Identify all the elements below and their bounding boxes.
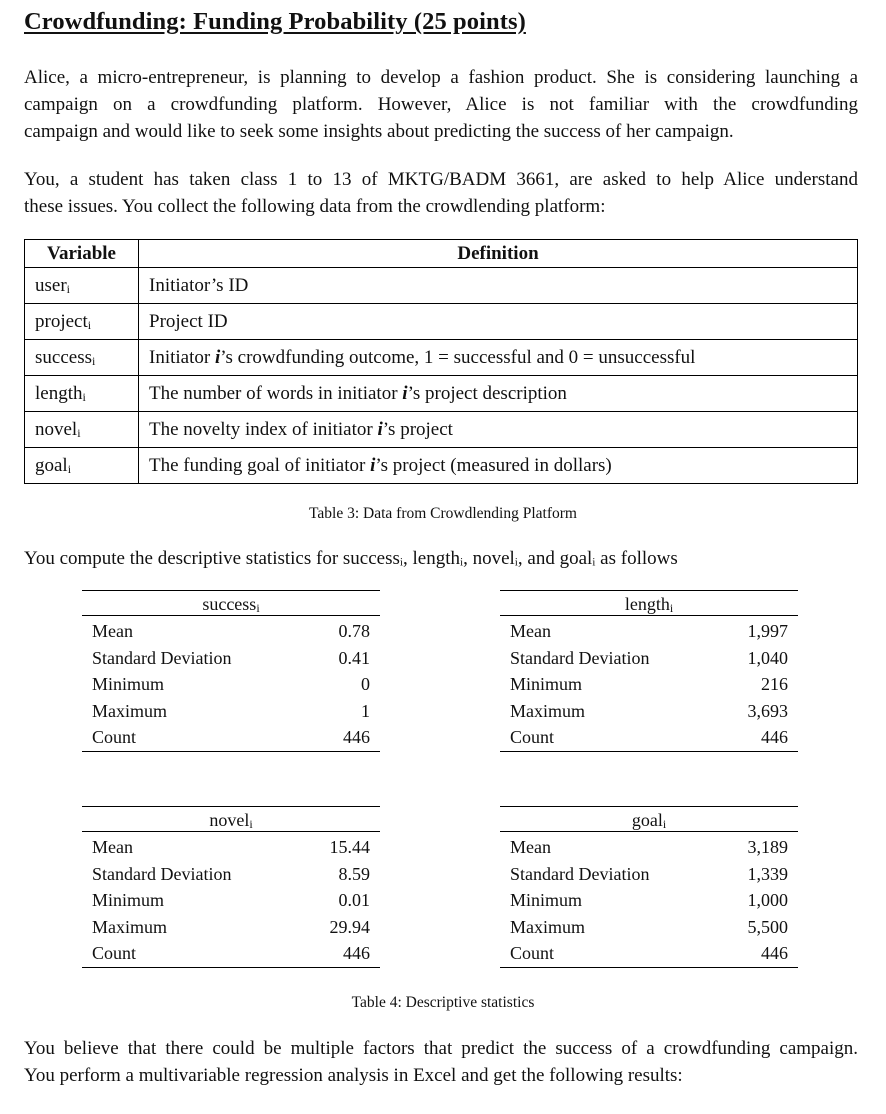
stat-value: 3,693: [747, 700, 788, 721]
variable-subscript: i: [77, 425, 81, 440]
variable-definition: [139, 304, 858, 340]
stat-value: 0.01: [338, 890, 370, 911]
stat-row: [82, 887, 380, 914]
variables-table-header: [25, 240, 858, 268]
stat-rows: [82, 616, 380, 752]
stat-value: 0.78: [338, 621, 370, 641]
stat-label: Minimum: [510, 890, 583, 911]
stat-rows: [500, 832, 798, 968]
stat-value: 446: [343, 727, 370, 748]
stat-variable-subscript: i: [256, 601, 260, 615]
stat-label: Count: [92, 943, 137, 964]
stat-header: [500, 591, 798, 616]
stats-intro: [24, 545, 858, 572]
stat-value: 1,000: [747, 890, 788, 911]
stat-label: Count: [510, 727, 555, 748]
stat-label: Minimum: [92, 890, 165, 911]
variable-definition: [139, 340, 858, 376]
closing-line-1: You believe that there could be multiple factors that predict the success of a crowdfunding campaign.: [24, 1038, 858, 1059]
table-3-caption: Table 3: Data from Crowdlending Platform: [309, 505, 577, 522]
variable-subscript: i: [66, 281, 70, 296]
header-variable: Variable: [25, 240, 139, 268]
variable-name: [25, 340, 139, 376]
stat-label: Mean: [510, 621, 551, 641]
stat-block-length: [500, 590, 798, 752]
stat-label: Standard Deviation: [510, 863, 650, 884]
stat-row: [500, 914, 798, 941]
stat-label: Maximum: [92, 700, 167, 721]
stat-row: [500, 724, 798, 751]
stat-value: 0: [361, 674, 370, 695]
stat-label: Standard Deviation: [510, 647, 650, 668]
stat-value: 29.94: [329, 916, 370, 937]
stat-block-novel: [82, 806, 380, 968]
stat-variable: novel: [209, 810, 250, 830]
stat-value: 446: [761, 943, 788, 964]
variable-definition: [139, 268, 858, 304]
intro-line-3: campaign and would like to seek some insights about predicting the success of her campaign.: [24, 121, 734, 142]
stat-label: Standard Deviation: [92, 863, 232, 884]
variable-row-novel: [25, 412, 858, 448]
stat-label: Count: [92, 727, 137, 748]
variables-table: [24, 239, 858, 484]
stat-row: [82, 698, 380, 725]
definition-index: i: [402, 382, 408, 404]
variable-name: [25, 412, 139, 448]
stat-rows: [82, 832, 380, 968]
stat-value: 1,040: [747, 647, 788, 668]
stat-value: 1: [361, 700, 370, 721]
variable-base: success: [35, 346, 92, 368]
stat-header: [82, 591, 380, 616]
stat-variable-subscript: i: [249, 817, 253, 831]
stat-row: [500, 671, 798, 698]
stats-intro-line: You compute the descriptive statistics for successᵢ, lengthᵢ, novelᵢ, and goalᵢ as follows: [24, 548, 678, 569]
definition-text-rest: ’s crowdfunding outcome, 1 = successful and 0 = unsuccessful: [220, 346, 696, 368]
stat-row: [82, 671, 380, 698]
page-title: Crowdfunding: Funding Probability (25 points): [24, 8, 526, 35]
stat-value: 3,189: [747, 837, 788, 857]
stat-variable-subscript: i: [669, 601, 674, 615]
stat-value: 5,500: [747, 916, 788, 937]
stat-header: [500, 807, 798, 832]
task-paragraph: [24, 166, 858, 220]
definition-text: Initiator: [149, 346, 215, 368]
stat-variable: success: [202, 594, 257, 614]
task-line-2: these issues. You collect the following data from the crowdlending platform:: [24, 196, 606, 217]
stat-row: [82, 861, 380, 888]
stat-row: [82, 834, 380, 861]
variable-name: [25, 376, 139, 412]
variable-row-length: [25, 376, 858, 412]
stat-block-goal: [500, 806, 798, 968]
stat-label: Mean: [92, 837, 133, 857]
closing-line-2: You perform a multivariable regression analysis in Excel and get the following results:: [24, 1065, 683, 1086]
definition-text: The funding goal of initiator: [149, 454, 371, 476]
stat-block-success: [82, 590, 380, 752]
definition-text: The number of words in initiator: [149, 382, 403, 404]
stat-row: [82, 645, 380, 672]
stat-variable: length: [624, 594, 670, 614]
stat-value: 446: [761, 727, 788, 748]
definition-text-rest: ’s project: [382, 418, 453, 440]
stat-label: Maximum: [510, 700, 585, 721]
stat-value: 0.41: [338, 647, 370, 668]
stat-label: Maximum: [92, 916, 167, 937]
stat-label: Minimum: [510, 674, 583, 695]
variable-name: [25, 448, 139, 484]
variable-subscript: i: [67, 461, 72, 476]
definition-index: i: [370, 454, 376, 476]
table-4-caption: Table 4: Descriptive statistics: [351, 994, 535, 1011]
stat-header: [82, 807, 380, 832]
stat-value: 1,997: [747, 621, 788, 641]
stat-value: 216: [761, 674, 788, 695]
stat-row: [82, 724, 380, 751]
variable-subscript: i: [87, 317, 92, 332]
stat-row: [500, 861, 798, 888]
definition-text-rest: ’s project (measured in dollars): [375, 454, 612, 476]
intro-line-1: Alice, a micro-entrepreneur, is planning to develop a fashion product. She is considering launching a: [24, 67, 858, 88]
task-line-1: You, a student has taken class 1 to 13 of MKTG/BADM 3661, are asked to help Alice understand: [24, 169, 858, 190]
definition-text: Initiator’s ID: [149, 274, 249, 296]
stat-label: Mean: [510, 837, 551, 857]
definition-text: Project ID: [149, 310, 228, 332]
variable-definition: [139, 448, 858, 484]
variable-base: length: [35, 382, 83, 404]
stat-value: 446: [343, 943, 370, 964]
variable-row-user: [25, 268, 858, 304]
intro-paragraph: [24, 64, 858, 145]
stat-row: [500, 698, 798, 725]
stat-variable: goal: [631, 810, 663, 830]
stat-row: [82, 618, 380, 645]
stat-label: Minimum: [92, 674, 165, 695]
stat-variable-subscript: i: [662, 817, 667, 831]
variable-definition: [139, 412, 858, 448]
stat-label: Count: [510, 943, 555, 964]
variable-row-goal: [25, 448, 858, 484]
stat-value: 8.59: [338, 863, 370, 884]
variable-base: goal: [35, 454, 68, 476]
stat-row: [500, 887, 798, 914]
variable-definition: [139, 376, 858, 412]
variable-base: novel: [35, 418, 78, 440]
stat-row: [500, 940, 798, 967]
definition-index: i: [214, 346, 221, 368]
intro-line-2: campaign on a crowdfunding platform. However, Alice is not familiar with the crowdfunding: [24, 94, 858, 115]
stat-row: [500, 618, 798, 645]
stat-value: 1,339: [747, 863, 788, 884]
variable-base: project: [35, 310, 88, 332]
stat-row: [82, 940, 380, 967]
stat-row: [82, 914, 380, 941]
stat-value: 15.44: [329, 837, 370, 857]
variable-base: user: [35, 274, 67, 296]
stat-label: Maximum: [510, 916, 585, 937]
variable-subscript: i: [91, 353, 96, 368]
definition-text-rest: ’s project description: [407, 382, 567, 404]
variable-subscript: i: [82, 389, 86, 404]
header-definition: Definition: [139, 240, 858, 268]
stat-label: Mean: [92, 621, 133, 641]
stat-row: [500, 645, 798, 672]
variable-row-success: [25, 340, 858, 376]
stat-row: [500, 834, 798, 861]
variable-name: [25, 268, 139, 304]
variable-name: [25, 304, 139, 340]
stat-label: Standard Deviation: [92, 647, 232, 668]
stat-rows: [500, 616, 798, 752]
definition-text: The novelty index of initiator: [149, 418, 378, 440]
variable-row-project: [25, 304, 858, 340]
definition-index: i: [377, 418, 383, 440]
closing-paragraph: [24, 1035, 858, 1089]
